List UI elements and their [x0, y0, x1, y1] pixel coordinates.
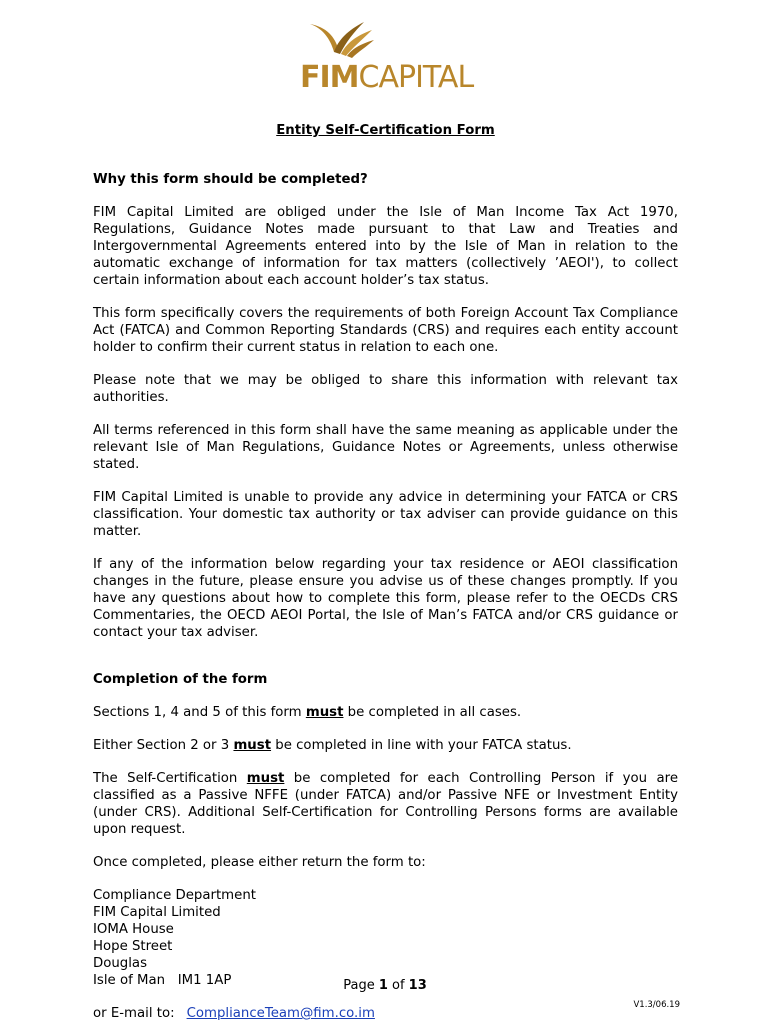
address-line: Compliance Department — [93, 888, 256, 903]
postal-address — [93, 887, 678, 989]
heading-completion: Completion of the form — [93, 672, 268, 687]
text: be completed in all cases. — [343, 705, 522, 720]
paragraph-sections-must — [93, 704, 678, 721]
page-number: 1 — [378, 978, 388, 993]
email-row — [93, 1005, 678, 1022]
text: The Self-Certification — [93, 771, 247, 786]
address-line: Hope Street — [93, 939, 173, 954]
paragraph-either-section — [93, 737, 678, 754]
paragraph: This form specifically covers the requirements of both Foreign Account Tax Compliance Act (FATCA) and Common Reporting Standards (CRS) and requires each entity account holder to confirm their current status in relation to each one. — [93, 306, 678, 355]
email-label: or E-mail to: — [93, 1006, 175, 1021]
paragraph: All terms referenced in this form shall have the same meaning as applicable under the relevant Isle of Man Regulations, Guidance Notes or Agreements, unless otherwise stated. — [93, 423, 678, 472]
must-emphasis: must — [246, 771, 285, 786]
page-of: of — [387, 978, 409, 993]
must-emphasis: must — [233, 738, 272, 753]
paragraph: Please note that we may be obliged to share this information with relevant tax authorities. — [93, 373, 678, 405]
heading-why: Why this form should be completed? — [93, 172, 368, 187]
paragraph-return: Once completed, please either return the form to: — [93, 855, 426, 870]
address-line: IOMA House — [93, 922, 174, 937]
paragraph: FIM Capital Limited are obliged under the Isle of Man Income Tax Act 1970, Regulations, Guidance Notes made pursuant to that Law and Treaties and Intergovernmental Agreements entered into by the Isle of Man in relation to the automatic exchange of information for tax matters (collectively ’AEOI'), to collect certain information about each account holder’s tax status. — [93, 205, 678, 288]
form-title: Entity Self-Certification Form — [276, 123, 495, 138]
text: be completed in line with your FATCA status. — [271, 738, 572, 753]
paragraph: If any of the information below regarding your tax residence or AEOI classification changes in the future, please ensure you advise us of these changes promptly. If you have any questions about how to complete this form, please refer to the OECDs CRS Commentaries, the OECD AEOI Portal, the Isle of Man’s FATCA and/or CRS guidance or contact your tax adviser. — [93, 557, 678, 640]
address-line: Isle of Man IM1 1AP — [93, 973, 232, 988]
paragraph-self-cert — [93, 770, 678, 838]
version-label: V1.3/06.19 — [633, 1000, 680, 1010]
address-line: FIM Capital Limited — [93, 905, 221, 920]
text: be completed for each Controlling Person if you are classified as a Passive NFFE (under FATCA) and/or Passive NFE or Investment Entity (under CRS). Additional Self-Certification for Controlling Persons forms are available upon request. — [93, 771, 679, 837]
must-emphasis: must — [305, 705, 344, 720]
page-footer — [0, 978, 770, 993]
logo-brand-light: CAPITAL — [358, 60, 474, 95]
document-body — [93, 122, 678, 1022]
paragraph: FIM Capital Limited is unable to provide any advice in determining your FATCA or CRS classification. Your domestic tax authority or tax adviser can provide guidance on this matter. — [93, 490, 678, 539]
text: Either Section 2 or 3 — [93, 738, 234, 753]
text: Sections 1, 4 and 5 of this form — [93, 705, 306, 720]
email-link[interactable]: ComplianceTeam@fim.co.im — [186, 1006, 375, 1021]
address-line: Douglas — [93, 956, 148, 971]
fim-capital-logo — [300, 18, 475, 95]
wing-icon — [308, 18, 378, 62]
page-total: 13 — [408, 978, 427, 993]
logo-brand-bold: FIM — [300, 60, 359, 95]
page-label: Page — [343, 978, 379, 993]
